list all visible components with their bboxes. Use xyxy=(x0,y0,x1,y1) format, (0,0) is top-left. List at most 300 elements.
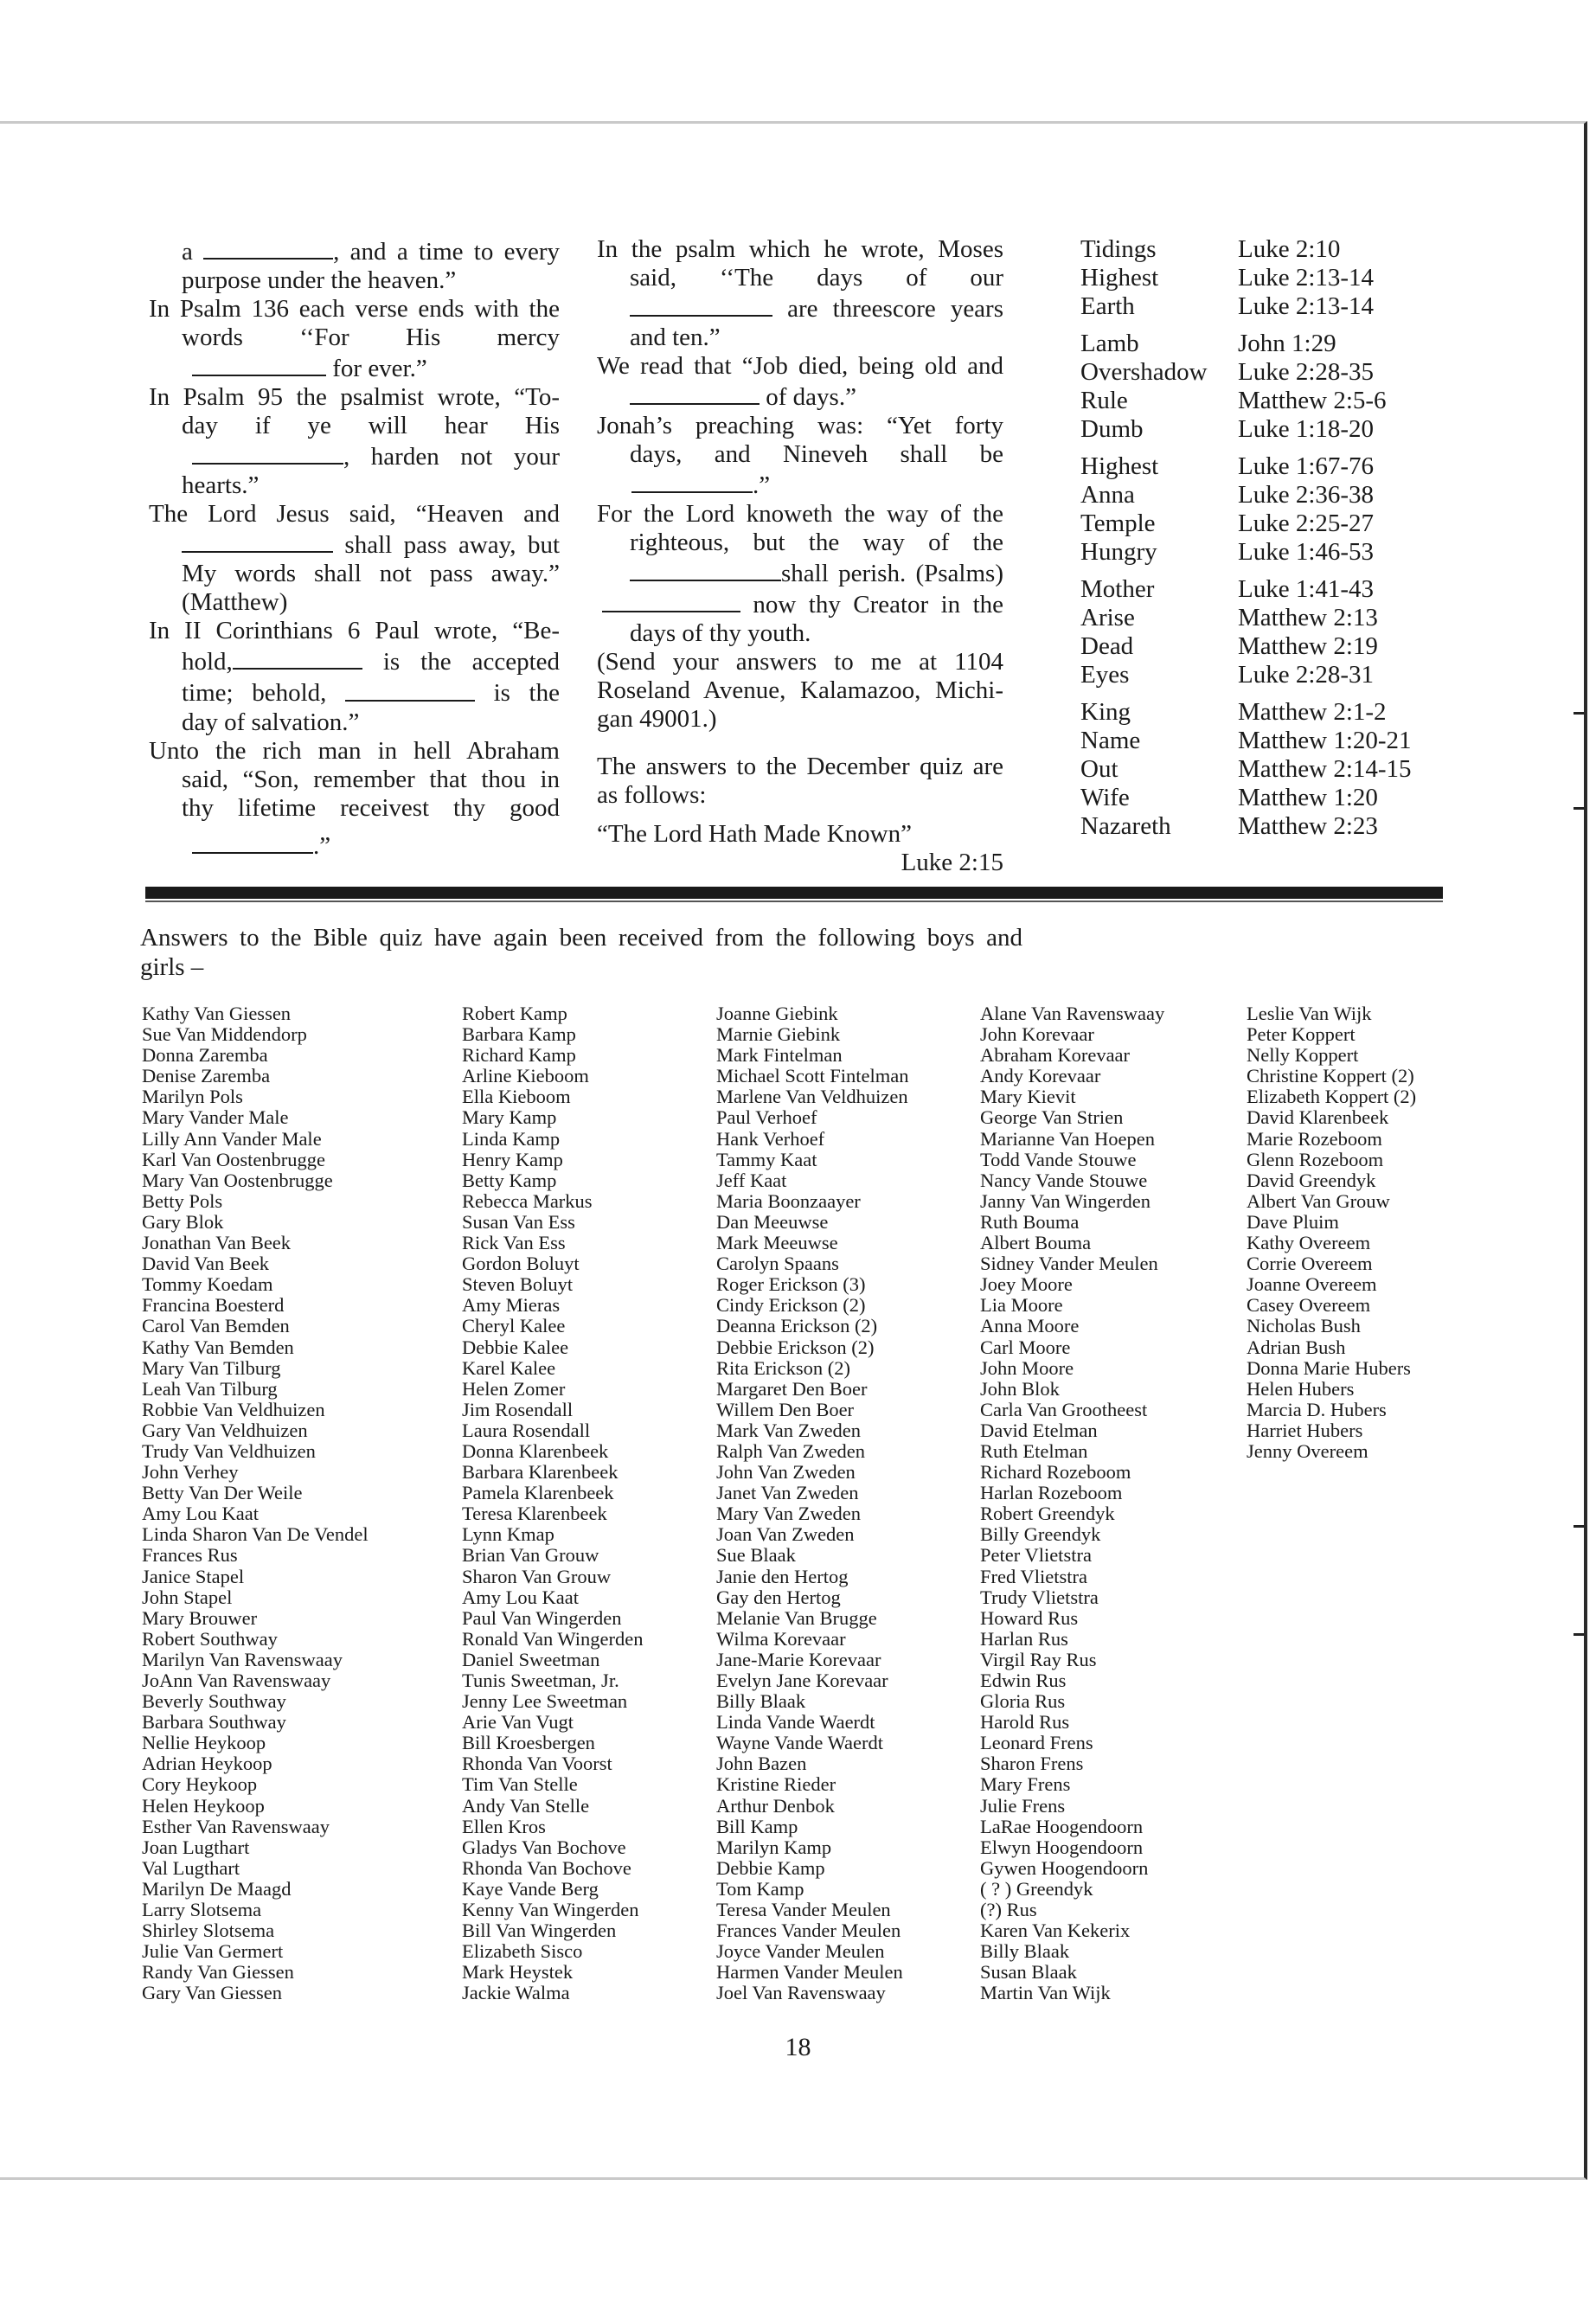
respondent-name: Mark Van Zweden xyxy=(716,1419,862,1441)
respondent-name: Karl Van Oostenbrugge xyxy=(142,1148,326,1170)
respondent-name: Rhonda Van Voorst xyxy=(462,1753,612,1775)
respondent-name: John Blok xyxy=(980,1377,1060,1400)
answer-row: Arise Matthew 2:13 xyxy=(1080,604,1378,631)
answer-group xyxy=(1080,698,1452,841)
respondent-name: Michael Scott Fintelman xyxy=(716,1065,909,1087)
respondent-name: Lia Moore xyxy=(980,1294,1063,1317)
respondent-name: Mark Heystek xyxy=(462,1961,574,1984)
respondent-name: Barbara Klarenbeek xyxy=(462,1461,619,1484)
respondent-name: Dave Pluim xyxy=(1247,1210,1339,1233)
respondent-name: Abraham Korevaar xyxy=(980,1044,1131,1067)
respondent-name: Joanne Giebink xyxy=(716,1003,838,1024)
quiz-line: In the psalm which he wrote, Moses xyxy=(597,235,1003,263)
respondent-name: Andy Korevaar xyxy=(980,1065,1101,1087)
respondent-name: Kaye Vande Berg xyxy=(462,1877,599,1900)
respondent-name: Bill Van Wingerden xyxy=(462,1920,617,1942)
respondent-name: Arline Kieboom xyxy=(462,1065,589,1087)
answer-row: Name Matthew 1:20-21 xyxy=(1080,727,1412,754)
respondent-name: Helen Heykoop xyxy=(142,1794,265,1817)
section-divider xyxy=(145,887,1443,899)
respondent-name: Karen Van Kekerix xyxy=(980,1920,1131,1942)
respondent-name: Donna Marie Hubers xyxy=(1247,1356,1411,1379)
respondent-name: Harmen Vander Meulen xyxy=(716,1961,903,1984)
respondent-name: Amy Lou Kaat xyxy=(142,1503,259,1525)
respondent-name: Paul Verhoef xyxy=(716,1106,817,1129)
respondents-intro-continued: girls – xyxy=(140,953,204,981)
quiz-line: purpose under the heaven.” xyxy=(182,266,457,295)
page-number: 18 xyxy=(785,2033,811,2061)
respondent-name: Wayne Vande Waerdt xyxy=(716,1732,883,1754)
respondent-name: Marlene Van Veldhuizen xyxy=(716,1086,908,1108)
respondent-name: Mary Kamp xyxy=(462,1106,557,1129)
respondent-name: Joan Van Zweden xyxy=(716,1523,855,1546)
respondent-name: Susan Blaak xyxy=(980,1961,1077,1984)
quiz-answer-list xyxy=(1080,235,1452,849)
respondent-name: Brian Van Grouw xyxy=(462,1544,599,1567)
respondent-name: Tunis Sweetman, Jr. xyxy=(462,1670,619,1691)
respondent-name: Susan Van Ess xyxy=(462,1210,575,1233)
quiz-line: Unto the rich man in hell Abraham xyxy=(149,736,560,765)
quiz-line: and ten.” xyxy=(630,324,721,352)
respondent-name: Julie Van Germert xyxy=(142,1940,284,1963)
respondent-name: Leslie Van Wijk xyxy=(1247,1003,1372,1024)
respondent-name: Robert Kamp xyxy=(462,1003,567,1024)
answer-row: Rule Matthew 2:5-6 xyxy=(1080,387,1387,414)
respondent-name: Gordon Boluyt xyxy=(462,1253,580,1275)
respondent-name: Helen Hubers xyxy=(1247,1377,1355,1400)
respondent-name: Gywen Hoogendoorn xyxy=(980,1856,1149,1879)
quiz-line: , harden not your xyxy=(149,440,560,471)
respondent-name: John Van Zweden xyxy=(716,1461,856,1484)
answer-row: Anna Luke 2:36-38 xyxy=(1080,481,1375,509)
respondent-name: Harriet Hubers xyxy=(1247,1419,1363,1441)
respondent-name: Rebecca Markus xyxy=(462,1189,593,1212)
respondent-name: George Van Strien xyxy=(980,1106,1124,1129)
respondent-name: Robert Greendyk xyxy=(980,1503,1115,1525)
respondent-name: Billy Greendyk xyxy=(980,1523,1101,1546)
respondent-name: Leonard Frens xyxy=(980,1732,1093,1754)
respondent-name: Cory Heykoop xyxy=(142,1773,258,1796)
quiz-line: for ever.” xyxy=(149,352,560,383)
quiz-line: time; behold, is the xyxy=(149,676,560,708)
respondent-name: Sue Van Middendorp xyxy=(142,1023,307,1046)
respondent-name: Joan Lugthart xyxy=(142,1836,250,1858)
respondent-name: ( ? ) Greendyk xyxy=(980,1877,1093,1900)
quiz-line: Jonah’s preaching was: “Yet forty xyxy=(597,412,1003,440)
respondent-name: Robbie Van Veldhuizen xyxy=(142,1398,325,1420)
respondent-name: Joanne Overeem xyxy=(1247,1273,1377,1296)
respondent-name: John Moore xyxy=(980,1356,1074,1379)
respondent-name: Wilma Korevaar xyxy=(716,1627,846,1650)
respondent-name: Bill Kamp xyxy=(716,1815,798,1837)
respondent-name: Amy Mieras xyxy=(462,1294,561,1317)
respondent-name: Nicholas Bush xyxy=(1247,1315,1361,1337)
answer-blank xyxy=(630,557,781,581)
respondent-name: Hank Verhoef xyxy=(716,1127,825,1150)
respondent-name: LaRae Hoogendoorn xyxy=(980,1815,1144,1837)
respondent-name: Kristine Rieder xyxy=(716,1773,836,1796)
answer-blank xyxy=(233,645,362,670)
answer-row: Hungry Luke 1:46-53 xyxy=(1080,538,1375,566)
respondent-name: Roger Erickson (3) xyxy=(716,1273,866,1296)
quiz-line: said, ‘‘The days of our xyxy=(630,264,1003,292)
respondent-name: Mary Van Tilburg xyxy=(142,1356,281,1379)
respondent-name: Harlan Rozeboom xyxy=(980,1482,1123,1504)
respondent-name: Mark Meeuwse xyxy=(716,1232,838,1254)
respondent-name: Tim Van Stelle xyxy=(462,1773,578,1796)
respondent-name: Randy Van Giessen xyxy=(142,1961,294,1984)
quiz-line: In Psalm 95 the psalmist wrote, “To- xyxy=(149,383,560,412)
answer-row: Overshadow Luke 2:28-35 xyxy=(1080,358,1375,386)
edge-mark xyxy=(1574,1633,1584,1636)
respondent-name: Peter Vlietstra xyxy=(980,1544,1092,1567)
answer-group xyxy=(1080,575,1452,689)
answer-blank xyxy=(345,676,475,701)
answer-row: Wife Matthew 1:20 xyxy=(1080,784,1378,811)
respondent-name: Betty Pols xyxy=(142,1189,223,1212)
respondent-name: Kenny Van Wingerden xyxy=(462,1899,639,1921)
respondent-name: Willem Den Boer xyxy=(716,1398,855,1420)
quiz-line: hearts.” xyxy=(182,471,260,500)
quiz-line: In Psalm 136 each verse ends with the xyxy=(149,295,560,324)
quiz-line: day if ye will hear His xyxy=(182,412,560,440)
respondent-name: John Verhey xyxy=(142,1461,239,1484)
respondent-name: Carolyn Spaans xyxy=(716,1253,839,1275)
quiz-line: days, and Nineveh shall be xyxy=(630,440,1003,469)
quiz-line: In II Corinthians 6 Paul wrote, “Be- xyxy=(149,617,560,645)
respondent-name: Edwin Rus xyxy=(980,1670,1067,1691)
respondent-name: Tom Kamp xyxy=(716,1877,804,1900)
respondent-name: Sidney Vander Meulen xyxy=(980,1253,1158,1275)
respondent-name: Albert Van Grouw xyxy=(1247,1189,1390,1212)
quiz-line: hold, is the accepted xyxy=(149,645,560,676)
respondent-name: Carol Van Bemden xyxy=(142,1315,290,1337)
respondent-name: Anna Moore xyxy=(980,1315,1080,1337)
quiz-line: My words shall not pass away.” xyxy=(182,560,560,588)
respondent-name: Kathy Van Giessen xyxy=(142,1003,292,1024)
respondent-name: John Bazen xyxy=(716,1753,807,1775)
respondent-name: Debbie Erickson (2) xyxy=(716,1336,875,1358)
respondent-name: Adrian Bush xyxy=(1247,1336,1346,1358)
respondent-name: Larry Slotsema xyxy=(142,1899,262,1921)
answer-blank xyxy=(192,440,343,465)
answer-row: Dead Matthew 2:19 xyxy=(1080,632,1378,660)
quiz-line: words ‘‘For His mercy xyxy=(182,324,560,352)
quiz-column-1 xyxy=(149,235,560,861)
respondent-name: Julie Frens xyxy=(980,1794,1066,1817)
respondent-name: Laura Rosendall xyxy=(462,1419,591,1441)
respondent-name: Trudy Vlietstra xyxy=(980,1586,1099,1608)
respondent-name: Gloria Rus xyxy=(980,1690,1066,1713)
respondent-name: Gary Blok xyxy=(142,1210,224,1233)
answer-blank xyxy=(203,235,333,260)
respondent-name: Arthur Denbok xyxy=(716,1794,835,1817)
respondent-name: Joyce Vander Meulen xyxy=(716,1940,885,1963)
answer-blank xyxy=(631,469,753,493)
respondent-name: Nancy Vande Stouwe xyxy=(980,1169,1148,1191)
respondent-name: Bill Kroesbergen xyxy=(462,1732,595,1754)
respondent-name: Linda Vande Waerdt xyxy=(716,1711,875,1734)
answer-row: Nazareth Matthew 2:23 xyxy=(1080,812,1378,840)
respondents-intro: Answers to the Bible quiz have again been received from the following boys and xyxy=(140,924,1022,952)
respondent-name: Cheryl Kalee xyxy=(462,1315,566,1337)
answer-blank xyxy=(602,588,740,612)
respondent-name: Marcia D. Hubers xyxy=(1247,1398,1387,1420)
respondent-name: Barbara Kamp xyxy=(462,1023,576,1046)
send-address-line: (Send your answers to me at 1104 xyxy=(597,648,1003,676)
edge-mark xyxy=(1574,807,1584,810)
respondent-name: Shirley Slotsema xyxy=(142,1920,275,1942)
respondent-name: Joey Moore xyxy=(980,1273,1073,1296)
respondent-name: Tammy Kaat xyxy=(716,1148,817,1170)
respondent-name: Janet Van Zweden xyxy=(716,1482,859,1504)
respondent-name: Billy Blaak xyxy=(980,1940,1070,1963)
respondent-name: Helen Zomer xyxy=(462,1377,566,1400)
respondent-name: Barbara Southway xyxy=(142,1711,286,1734)
respondent-name: Dan Meeuwse xyxy=(716,1210,829,1233)
respondent-name: Betty Van Der Weile xyxy=(142,1482,303,1504)
answer-row: Tidings Luke 2:10 xyxy=(1080,235,1341,263)
respondent-name: Donna Klarenbeek xyxy=(462,1439,609,1462)
respondent-name: Janie den Hertog xyxy=(716,1565,849,1587)
respondent-name: Ellen Kros xyxy=(462,1815,546,1837)
respondent-name: Jim Rosendall xyxy=(462,1398,574,1420)
respondent-name: Mary Van Zweden xyxy=(716,1503,862,1525)
respondent-name: Adrian Heykoop xyxy=(142,1753,272,1775)
names-column-2 xyxy=(462,1003,643,2004)
respondent-name: Harold Rus xyxy=(980,1711,1070,1734)
answer-group xyxy=(1080,330,1452,444)
quiz-line: are threescore years xyxy=(597,292,1003,324)
answer-row: Dumb Luke 1:18-20 xyxy=(1080,415,1375,443)
respondent-name: Rhonda Van Bochove xyxy=(462,1856,631,1879)
answer-blank xyxy=(192,352,326,376)
respondent-name: Richard Kamp xyxy=(462,1044,576,1067)
respondent-name: Lilly Ann Vander Male xyxy=(142,1127,322,1150)
respondent-name: Albert Bouma xyxy=(980,1232,1092,1254)
respondent-name: Ralph Van Zweden xyxy=(716,1439,866,1462)
respondent-name: Teresa Vander Meulen xyxy=(716,1899,891,1921)
respondent-name: Cindy Erickson (2) xyxy=(716,1294,866,1317)
respondent-name: Francina Boesterd xyxy=(142,1294,285,1317)
respondent-name: Virgil Ray Rus xyxy=(980,1648,1097,1670)
names-column-5 xyxy=(1247,1003,1416,1462)
respondent-name: Jonathan Van Beek xyxy=(142,1232,292,1254)
respondent-name: Marilyn Van Ravenswaay xyxy=(142,1648,343,1670)
respondent-name: Val Lugthart xyxy=(142,1856,240,1879)
respondent-name: Janice Stapel xyxy=(142,1565,245,1587)
names-column-4 xyxy=(980,1003,1164,2004)
respondent-name: Gary Van Giessen xyxy=(142,1982,283,2004)
respondent-name: JoAnn Van Ravenswaay xyxy=(142,1670,331,1691)
answer-row: Earth Luke 2:13-14 xyxy=(1080,292,1375,320)
respondent-name: Todd Vande Stouwe xyxy=(980,1148,1137,1170)
respondent-name: Arie Van Vugt xyxy=(462,1711,574,1734)
respondent-name: Jane-Marie Korevaar xyxy=(716,1648,881,1670)
answer-blank xyxy=(192,830,313,854)
respondent-name: David Klarenbeek xyxy=(1247,1106,1389,1129)
respondent-name: Richard Rozeboom xyxy=(980,1461,1131,1484)
respondent-name: Elwyn Hoogendoorn xyxy=(980,1836,1144,1858)
answers-title: “The Lord Hath Made Known” xyxy=(597,820,912,849)
respondent-name: Elizabeth Sisco xyxy=(462,1940,583,1963)
names-column-3 xyxy=(716,1003,908,2004)
respondent-name: Sharon Frens xyxy=(980,1753,1084,1775)
respondent-name: Alane Van Ravenswaay xyxy=(980,1003,1165,1024)
answer-row: Mother Luke 1:41-43 xyxy=(1080,575,1375,603)
respondent-name: Robert Southway xyxy=(142,1627,278,1650)
respondent-name: Jackie Walma xyxy=(462,1982,570,2004)
respondent-name: Jeff Kaat xyxy=(716,1169,787,1191)
respondent-name: Andy Van Stelle xyxy=(462,1794,590,1817)
quiz-column-2 xyxy=(597,235,1003,877)
respondent-name: Jenny Overeem xyxy=(1247,1439,1368,1462)
respondent-name: Mary Van Oostenbrugge xyxy=(142,1169,333,1191)
respondent-name: Mark Fintelman xyxy=(716,1044,843,1067)
quiz-line: now thy Creator in the xyxy=(597,588,1003,619)
respondent-name: Peter Koppert xyxy=(1247,1023,1356,1046)
answer-row: King Matthew 2:1-2 xyxy=(1080,698,1387,726)
quiz-line: of days.” xyxy=(597,381,1003,412)
respondent-name: Marie Rozeboom xyxy=(1247,1127,1382,1150)
quiz-line: righteous, but the way of the xyxy=(630,529,1003,557)
send-address-line: gan 49001.) xyxy=(597,705,717,734)
respondent-name: Nellie Heykoop xyxy=(142,1732,266,1754)
respondent-name: Daniel Sweetman xyxy=(462,1648,600,1670)
answer-row: Out Matthew 2:14-15 xyxy=(1080,755,1412,783)
respondent-name: Linda Sharon Van De Vendel xyxy=(142,1523,369,1546)
respondent-name: Fred Vlietstra xyxy=(980,1565,1087,1587)
respondent-name: Leah Van Tilburg xyxy=(142,1377,278,1400)
respondent-name: Linda Kamp xyxy=(462,1127,561,1150)
respondent-name: Gladys Van Bochove xyxy=(462,1836,626,1858)
quiz-line: We read that “Job died, being old and xyxy=(597,352,1003,381)
respondent-name: Gary Van Veldhuizen xyxy=(142,1419,308,1441)
respondent-name: Frances Vander Meulen xyxy=(716,1920,901,1942)
respondent-name: Christine Koppert (2) xyxy=(1247,1065,1414,1087)
respondent-name: Mary Brouwer xyxy=(142,1606,258,1629)
respondent-name: Deanna Erickson (2) xyxy=(716,1315,878,1337)
answer-group xyxy=(1080,452,1452,567)
quiz-line: shall perish. (Psalms) xyxy=(597,557,1003,588)
respondent-name: Betty Kamp xyxy=(462,1169,557,1191)
respondent-name: John Stapel xyxy=(142,1586,233,1608)
quiz-line: a , and a time to every xyxy=(149,235,560,266)
answers-reference: Luke 2:15 xyxy=(901,849,1003,877)
quiz-line: .” xyxy=(597,469,1003,500)
respondent-name: Joel Van Ravenswaay xyxy=(716,1982,886,2004)
answers-intro-line: as follows: xyxy=(597,781,707,810)
answer-group xyxy=(1080,235,1452,321)
quiz-line: The Lord Jesus said, “Heaven and xyxy=(149,500,560,529)
quiz-line: shall pass away, but xyxy=(149,529,560,560)
respondent-name: Rick Van Ess xyxy=(462,1232,566,1254)
respondent-name: Debbie Kalee xyxy=(462,1336,569,1358)
respondent-name: Marilyn De Maagd xyxy=(142,1877,292,1900)
respondent-name: Melanie Van Brugge xyxy=(716,1606,877,1629)
respondent-name: Mary Kievit xyxy=(980,1086,1076,1108)
respondent-name: Trudy Van Veldhuizen xyxy=(142,1439,316,1462)
respondent-name: Esther Van Ravenswaay xyxy=(142,1815,330,1837)
respondent-name: Janny Van Wingerden xyxy=(980,1189,1151,1212)
respondent-name: Marianne Van Hoepen xyxy=(980,1127,1156,1150)
answer-blank xyxy=(630,381,760,405)
respondent-name: David Etelman xyxy=(980,1419,1098,1441)
respondent-name: Kathy Overeem xyxy=(1247,1232,1371,1254)
respondent-name: Paul Van Wingerden xyxy=(462,1606,622,1629)
respondent-name: Steven Boluyt xyxy=(462,1273,574,1296)
edge-mark xyxy=(1574,1525,1584,1528)
respondent-name: Amy Lou Kaat xyxy=(462,1586,579,1608)
respondent-name: Carl Moore xyxy=(980,1336,1071,1358)
respondent-name: Maria Boonzaayer xyxy=(716,1189,861,1212)
respondent-name: Rita Erickson (2) xyxy=(716,1356,850,1379)
respondent-name: Sharon Van Grouw xyxy=(462,1565,612,1587)
answer-blank xyxy=(182,529,333,553)
respondent-name: Casey Overeem xyxy=(1247,1294,1371,1317)
respondent-name: Henry Kamp xyxy=(462,1148,563,1170)
respondent-name: Marilyn Kamp xyxy=(716,1836,832,1858)
respondent-name: Kathy Van Bemden xyxy=(142,1336,294,1358)
respondent-name: Glenn Rozeboom xyxy=(1247,1148,1384,1170)
respondent-name: Lynn Kmap xyxy=(462,1523,554,1546)
respondent-name: Jenny Lee Sweetman xyxy=(462,1690,628,1713)
respondent-name: Ronald Van Wingerden xyxy=(462,1627,644,1650)
answer-row: Eyes Luke 2:28-31 xyxy=(1080,661,1375,689)
respondent-name: Mary Vander Male xyxy=(142,1106,289,1129)
respondent-name: Billy Blaak xyxy=(716,1690,806,1713)
edge-mark xyxy=(1574,712,1584,715)
respondent-name: Denise Zaremba xyxy=(142,1065,271,1087)
respondent-name: Ruth Bouma xyxy=(980,1210,1080,1233)
respondent-name: Pamela Klarenbeek xyxy=(462,1482,614,1504)
respondent-name: Ruth Etelman xyxy=(980,1439,1088,1462)
quiz-line: (Matthew) xyxy=(182,588,288,617)
respondent-name: Donna Zaremba xyxy=(142,1044,268,1067)
respondent-name: Tommy Koedam xyxy=(142,1273,273,1296)
respondent-name: Carla Van Grootheest xyxy=(980,1398,1148,1420)
answer-blank xyxy=(630,292,772,317)
respondent-name: Frances Rus xyxy=(142,1544,238,1567)
answer-row: Lamb John 1:29 xyxy=(1080,330,1336,357)
respondent-name: Marnie Giebink xyxy=(716,1023,841,1046)
respondent-name: Debbie Kamp xyxy=(716,1856,825,1879)
respondent-name: Ella Kieboom xyxy=(462,1086,571,1108)
respondent-name: Teresa Klarenbeek xyxy=(462,1503,607,1525)
quiz-line: thy lifetime receivest thy good xyxy=(182,793,560,822)
respondent-name: Corrie Overeem xyxy=(1247,1253,1373,1275)
quiz-line: day of salvation.” xyxy=(182,708,360,736)
respondent-name: Elizabeth Koppert (2) xyxy=(1247,1086,1417,1108)
quiz-line: .” xyxy=(149,830,560,861)
respondent-name: Gay den Hertog xyxy=(716,1586,841,1608)
respondent-name: Marilyn Pols xyxy=(142,1086,243,1108)
respondent-name: Beverly Southway xyxy=(142,1690,286,1713)
respondent-name: Nelly Koppert xyxy=(1247,1044,1359,1067)
respondent-name: David Greendyk xyxy=(1247,1169,1376,1191)
section-divider-underline xyxy=(145,901,1443,902)
quiz-line: For the Lord knoweth the way of the xyxy=(597,500,1003,529)
answer-row: Highest Luke 1:67-76 xyxy=(1080,452,1375,480)
respondent-name: Martin Van Wijk xyxy=(980,1982,1111,2004)
respondent-name: David Van Beek xyxy=(142,1253,270,1275)
respondent-name: Sue Blaak xyxy=(716,1544,796,1567)
names-column-1 xyxy=(142,1003,369,2004)
answers-intro-line: The answers to the December quiz are xyxy=(597,753,1003,781)
respondent-name: (?) Rus xyxy=(980,1899,1037,1921)
respondent-name: Evelyn Jane Korevaar xyxy=(716,1670,888,1691)
respondent-name: Margaret Den Boer xyxy=(716,1377,868,1400)
